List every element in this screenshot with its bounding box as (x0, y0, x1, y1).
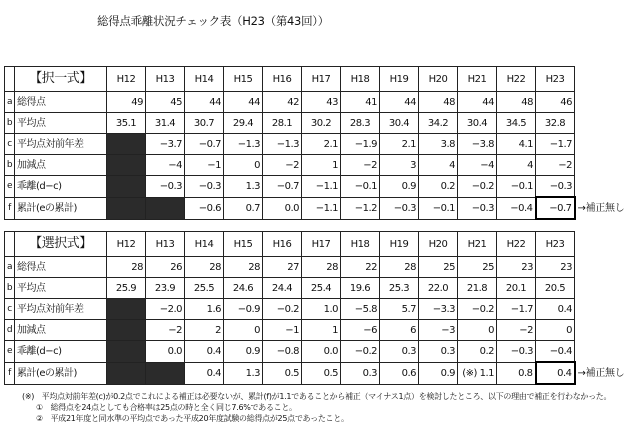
value-cell: 27 (263, 257, 302, 278)
value-cell: 1.3 (224, 362, 263, 384)
value-cell: 25.3 (380, 278, 419, 299)
value-cell: 42 (263, 92, 302, 113)
spacer-cell (575, 341, 639, 363)
table-row (5, 299, 639, 320)
row-label: 総得点 (15, 92, 107, 113)
year-header: H18 (341, 232, 380, 257)
value-cell: 0 (224, 155, 263, 176)
spacer-cell (575, 299, 639, 320)
value-cell: −0.3 (458, 197, 497, 219)
selection-table (4, 231, 639, 385)
row-label: 累計(eの累計) (15, 362, 107, 384)
multiple-choice-table (4, 66, 639, 220)
value-cell: 3.8 (419, 134, 458, 155)
value-cell: 34.5 (497, 113, 536, 134)
row-label: 総得点 (15, 257, 107, 278)
value-cell: 0 (536, 320, 575, 341)
value-cell: −0.3 (497, 341, 536, 363)
value-cell: 20.5 (536, 278, 575, 299)
value-cell: −2 (263, 155, 302, 176)
row-label: 平均点 (15, 278, 107, 299)
value-cell: −6 (341, 320, 380, 341)
year-header: H12 (107, 232, 146, 257)
value-cell: −1.2 (341, 197, 380, 219)
value-cell: 41 (341, 92, 380, 113)
value-cell: −0.2 (458, 299, 497, 320)
spacer-cell (575, 67, 639, 92)
value-cell: −0.7 (263, 176, 302, 198)
row-letter: c (5, 134, 15, 155)
value-cell: −1.1 (302, 197, 341, 219)
table-row (5, 155, 639, 176)
table-row (5, 362, 639, 384)
value-cell: 0.9 (224, 341, 263, 363)
value-cell: −0.6 (185, 197, 224, 219)
value-cell: 48 (419, 92, 458, 113)
redacted-cell (146, 197, 185, 219)
table-row (5, 113, 639, 134)
value-cell: −2 (146, 320, 185, 341)
no-correction-note: →補正無し (577, 367, 625, 379)
year-header: H23 (536, 67, 575, 92)
year-header: H16 (263, 232, 302, 257)
header-row (5, 67, 639, 92)
value-cell: 0.3 (380, 341, 419, 363)
spacer-cell (575, 155, 639, 176)
value-cell: 28.3 (341, 113, 380, 134)
value-cell: 0 (224, 320, 263, 341)
value-cell: 32.8 (536, 113, 575, 134)
year-header: H22 (497, 232, 536, 257)
year-header: H16 (263, 67, 302, 92)
value-cell: 0 (458, 320, 497, 341)
spacer-cell (575, 92, 639, 113)
page-title: 総得点乖離状況チェック表（H23（第43回）） (97, 14, 329, 28)
value-cell: 22 (341, 257, 380, 278)
value-cell: 31.4 (146, 113, 185, 134)
value-cell: 44 (380, 92, 419, 113)
value-cell: −1.7 (536, 134, 575, 155)
value-cell: 28 (302, 257, 341, 278)
footnote: (※) 平均点対前年差(c)が0.2点でこれによる補正は必要ないが、累計(f)が1.1であることから補正（マイナス1点）を検討したところ、以下の理由で補正を行わなかった。 (22, 392, 612, 401)
value-cell: −3 (419, 320, 458, 341)
year-header: H20 (419, 232, 458, 257)
value-cell: 44 (458, 92, 497, 113)
redacted-cell (107, 176, 146, 198)
table-row (5, 134, 639, 155)
value-cell: −0.3 (380, 197, 419, 219)
row-label: 平均点対前年差 (15, 299, 107, 320)
value-cell: −0.2 (263, 299, 302, 320)
year-header: H17 (302, 67, 341, 92)
value-cell: 0.4 (536, 299, 575, 320)
redacted-cell (107, 341, 146, 363)
value-cell: 28 (224, 257, 263, 278)
value-cell: 0.2 (458, 341, 497, 363)
value-cell: 0.8 (497, 362, 536, 384)
value-cell: 30.4 (458, 113, 497, 134)
value-cell: −0.2 (341, 341, 380, 363)
row-letter: a (5, 92, 15, 113)
value-cell: −3.8 (458, 134, 497, 155)
value-cell: −0.1 (419, 197, 458, 219)
value-cell: 2.1 (380, 134, 419, 155)
value-cell: 2.1 (302, 134, 341, 155)
value-cell: −2 (536, 155, 575, 176)
value-cell: 0.7 (224, 197, 263, 219)
value-cell: 46 (536, 92, 575, 113)
value-cell: 0.9 (380, 176, 419, 198)
value-cell: −1.1 (302, 176, 341, 198)
value-cell: −0.3 (185, 176, 224, 198)
value-cell: 0.3 (419, 341, 458, 363)
value-cell: −0.1 (497, 176, 536, 198)
value-cell: −2.0 (146, 299, 185, 320)
value-cell: −0.9 (224, 299, 263, 320)
value-cell: 25.9 (107, 278, 146, 299)
value-cell: 28 (380, 257, 419, 278)
value-cell: 0.0 (146, 341, 185, 363)
row-letter: e (5, 341, 15, 363)
table-row (5, 320, 639, 341)
row-label: 乖離(d−c) (15, 176, 107, 198)
redacted-cell (107, 197, 146, 219)
value-cell: −1.3 (224, 134, 263, 155)
table-row (5, 92, 639, 113)
value-cell: 23.9 (146, 278, 185, 299)
value-cell: 48 (497, 92, 536, 113)
value-cell: −1.3 (263, 134, 302, 155)
value-cell: 28 (107, 257, 146, 278)
row-letter: e (5, 176, 15, 198)
value-cell: 0.4 (185, 341, 224, 363)
value-cell: 6 (380, 320, 419, 341)
value-cell: 23 (497, 257, 536, 278)
value-cell: 1 (302, 320, 341, 341)
spacer-cell (575, 257, 639, 278)
value-cell: 21.8 (458, 278, 497, 299)
value-cell: 0.4 (185, 362, 224, 384)
redacted-cell (146, 362, 185, 384)
redacted-cell (107, 155, 146, 176)
row-letter: b (5, 278, 15, 299)
spacer-cell (575, 134, 639, 155)
footnotes (22, 391, 636, 424)
value-cell: 30.4 (380, 113, 419, 134)
year-header: H21 (458, 67, 497, 92)
year-header: H23 (536, 232, 575, 257)
value-cell: 49 (107, 92, 146, 113)
table-row (5, 176, 639, 198)
value-cell: 4.1 (497, 134, 536, 155)
value-cell: 25 (458, 257, 497, 278)
corner-cell (5, 232, 15, 257)
value-cell: 25.5 (185, 278, 224, 299)
value-cell: −0.3 (146, 176, 185, 198)
year-header: H15 (224, 232, 263, 257)
year-header: H12 (107, 67, 146, 92)
year-header: H20 (419, 67, 458, 92)
value-cell: 24.6 (224, 278, 263, 299)
year-header: H19 (380, 67, 419, 92)
row-label: 加減点 (15, 320, 107, 341)
value-cell: 45 (146, 92, 185, 113)
row-letter: a (5, 257, 15, 278)
value-cell: 5.7 (380, 299, 419, 320)
value-cell: −4 (146, 155, 185, 176)
value-cell: 0.4 (536, 362, 575, 384)
year-header: H17 (302, 232, 341, 257)
value-cell: −0.4 (536, 341, 575, 363)
value-cell: 28.1 (263, 113, 302, 134)
value-cell: 0.5 (302, 362, 341, 384)
value-cell: 22.0 (419, 278, 458, 299)
value-cell: −3.3 (419, 299, 458, 320)
header-row (5, 232, 639, 257)
year-header: H19 (380, 232, 419, 257)
value-cell: 25.4 (302, 278, 341, 299)
value-cell: 4 (497, 155, 536, 176)
value-cell: 25 (419, 257, 458, 278)
value-cell: 0.3 (341, 362, 380, 384)
table-row (5, 197, 639, 219)
value-cell: 35.1 (107, 113, 146, 134)
value-cell: 30.7 (185, 113, 224, 134)
section-title: 【選択式】 (15, 232, 107, 257)
value-cell: 1.6 (185, 299, 224, 320)
value-cell: −0.1 (341, 176, 380, 198)
row-letter: c (5, 299, 15, 320)
redacted-cell (107, 320, 146, 341)
row-label: 累計(eの累計) (15, 197, 107, 219)
value-cell: 1.3 (224, 176, 263, 198)
value-cell: 19.6 (341, 278, 380, 299)
value-cell: −1.7 (497, 299, 536, 320)
year-header: H14 (185, 67, 224, 92)
redacted-cell (107, 299, 146, 320)
value-cell: 1 (302, 155, 341, 176)
footnote: ① 総得点を24点としても合格率は25点の時と全く同じ7.6%であること。 (36, 403, 297, 412)
value-cell: −0.7 (185, 134, 224, 155)
table-row (5, 341, 639, 363)
value-cell: −0.2 (458, 176, 497, 198)
value-cell: −0.4 (497, 197, 536, 219)
row-letter: f (5, 197, 15, 219)
no-correction-note: →補正無し (577, 202, 625, 214)
value-cell: −0.7 (536, 197, 575, 219)
value-cell: 0.6 (380, 362, 419, 384)
row-label: 平均点対前年差 (15, 134, 107, 155)
value-cell: −5.8 (341, 299, 380, 320)
year-header: H14 (185, 232, 224, 257)
row-letter: f (5, 362, 15, 384)
value-cell: −3.7 (146, 134, 185, 155)
value-cell: −2 (497, 320, 536, 341)
value-cell: −0.3 (536, 176, 575, 198)
value-cell: 28 (185, 257, 224, 278)
spacer-cell (575, 320, 639, 341)
year-header: H13 (146, 232, 185, 257)
value-cell: 3 (380, 155, 419, 176)
value-cell: 30.2 (302, 113, 341, 134)
redacted-cell (107, 134, 146, 155)
value-cell: (※) 1.1 (458, 362, 497, 384)
value-cell: 29.4 (224, 113, 263, 134)
value-cell: −2 (341, 155, 380, 176)
value-cell: 44 (185, 92, 224, 113)
year-header: H18 (341, 67, 380, 92)
value-cell: 26 (146, 257, 185, 278)
row-letter: b (5, 155, 15, 176)
value-cell: 0.0 (302, 341, 341, 363)
value-cell: 20.1 (497, 278, 536, 299)
value-cell: 44 (224, 92, 263, 113)
corner-cell (5, 67, 15, 92)
value-cell: 43 (302, 92, 341, 113)
year-header: H15 (224, 67, 263, 92)
redacted-cell (107, 362, 146, 384)
spacer-cell (575, 113, 639, 134)
value-cell: 0.0 (263, 197, 302, 219)
value-cell: 2 (185, 320, 224, 341)
value-cell: −1 (263, 320, 302, 341)
value-cell: −1.9 (341, 134, 380, 155)
value-cell: −1 (185, 155, 224, 176)
value-cell: 1.0 (302, 299, 341, 320)
value-cell: 0.9 (419, 362, 458, 384)
value-cell: −4 (458, 155, 497, 176)
year-header: H21 (458, 232, 497, 257)
value-cell: 34.2 (419, 113, 458, 134)
value-cell: 0.5 (263, 362, 302, 384)
value-cell: 4 (419, 155, 458, 176)
spacer-cell (575, 278, 639, 299)
year-header: H13 (146, 67, 185, 92)
row-label: 乖離(d−c) (15, 341, 107, 363)
table-row (5, 278, 639, 299)
year-header: H22 (497, 67, 536, 92)
value-cell: 0.2 (419, 176, 458, 198)
row-letter: d (5, 320, 15, 341)
value-cell: −0.8 (263, 341, 302, 363)
row-label: 平均点 (15, 113, 107, 134)
section-title: 【択一式】 (15, 67, 107, 92)
table-row (5, 257, 639, 278)
row-letter: b (5, 113, 15, 134)
footnote: ② 平成21年度と同水準の平均点であった平成20年度試験の総得点が25点であったこと。 (36, 414, 349, 423)
value-cell: 24.4 (263, 278, 302, 299)
row-label: 加減点 (15, 155, 107, 176)
value-cell: 23 (536, 257, 575, 278)
spacer-cell (575, 176, 639, 198)
spacer-cell (575, 232, 639, 257)
